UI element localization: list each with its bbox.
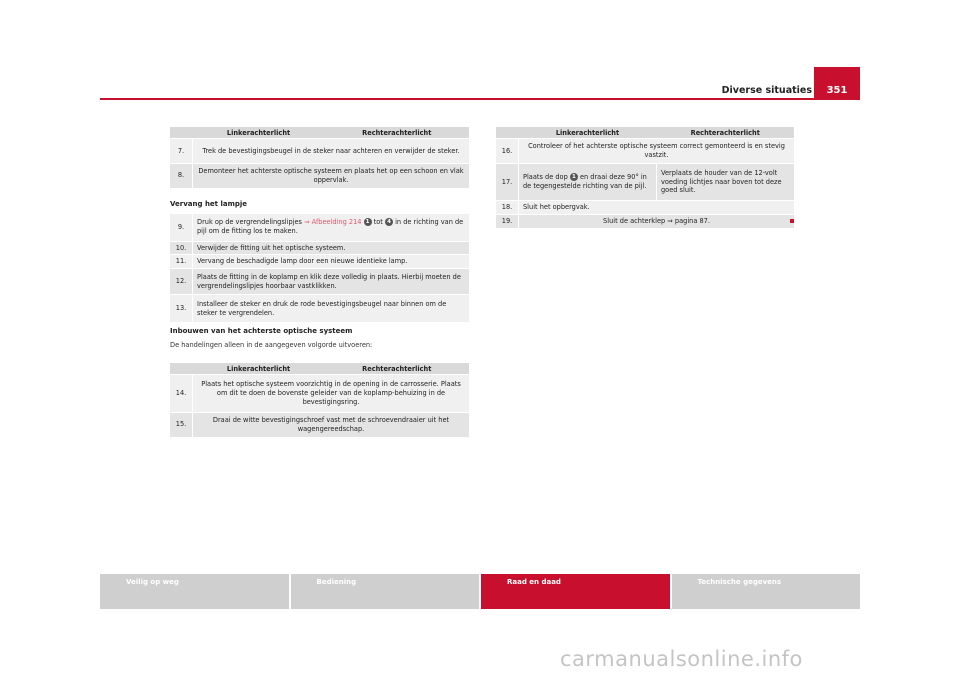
header-spacer xyxy=(496,127,519,139)
step-text-part: in de richting van de pijl om de fitting los te maken. xyxy=(197,218,464,236)
table-row xyxy=(170,375,469,413)
table-row xyxy=(496,139,794,164)
table-row xyxy=(496,164,794,201)
watermark: carmanualsonline.info xyxy=(560,647,803,671)
header-spacer xyxy=(170,127,193,139)
section-end-marker xyxy=(790,219,794,223)
footer-tab-raad[interactable]: Raad en daad xyxy=(479,574,670,609)
step-text: Controleer of het achterste optische systeem correct gemonteerd is en stevig vastzit. xyxy=(519,139,795,164)
table-install-steps xyxy=(170,363,469,437)
step-text-part: Druk op de vergrendelingslipjes xyxy=(197,218,305,227)
col-header-right: Rechterachterlicht xyxy=(657,127,795,139)
table-row xyxy=(496,215,794,228)
table-row xyxy=(170,164,469,188)
step-number: 11. xyxy=(170,255,193,269)
callout-1-icon: 1 xyxy=(364,218,372,226)
step-number: 17. xyxy=(496,164,519,201)
step-number: 16. xyxy=(496,139,519,164)
step-text-left xyxy=(519,164,657,201)
section-heading-lamp: Vervang het lampje xyxy=(170,200,248,208)
step-number: 15. xyxy=(170,413,193,437)
table-row xyxy=(170,255,469,269)
table-row xyxy=(170,139,469,164)
step-number: 7. xyxy=(170,139,193,164)
header-spacer xyxy=(170,363,193,375)
table-row xyxy=(170,295,469,322)
step-text: Verwijder de fitting uit het optische systeem. xyxy=(193,241,470,255)
step-text: Trek de bevestigingsbeugel in de steker naar achteren en verwijder de steker. xyxy=(193,139,470,164)
step-text: Sluit de achterklep ⇒ pagina 87. xyxy=(519,215,795,228)
step-text: Vervang de beschadigde lamp door een nieuwe identieke lamp. xyxy=(193,255,470,269)
col-header-right: Rechterachterlicht xyxy=(325,127,469,139)
step-number: 8. xyxy=(170,164,193,188)
step-number: 18. xyxy=(496,201,519,215)
step-text: Plaats het optische systeem voorzichtig in de opening in de carrosserie. Plaats om dit te doen de bovenste geleider van de koplamp-behuizing in de bevestigingsring. xyxy=(193,375,470,413)
table-row xyxy=(496,201,794,215)
footer-tab-bediening[interactable]: Bediening xyxy=(289,574,480,609)
step-number: 9. xyxy=(170,214,193,241)
step-number: 19. xyxy=(496,215,519,228)
callout-1-icon: 1 xyxy=(570,173,578,181)
step-text-part: tot xyxy=(371,218,385,227)
header-rule xyxy=(100,98,860,100)
step-text: Sluit het opbergvak. xyxy=(519,201,795,215)
footer-tab-technische[interactable]: Technische gegevens xyxy=(670,574,861,609)
footer-tab-veilig[interactable]: Veilig op weg xyxy=(100,574,289,609)
table-row xyxy=(170,214,469,241)
table-lamp-steps xyxy=(170,214,469,322)
col-header-right: Rechterachterlicht xyxy=(325,363,469,375)
table-row xyxy=(170,413,469,437)
step-number: 14. xyxy=(170,375,193,413)
step-text xyxy=(193,214,470,241)
step-text-right: Verplaats de houder van de 12-volt voeding lichtjes naar boven tot deze goed sluit. xyxy=(657,164,795,201)
figure-link[interactable]: ⇒ Afbeelding 214 xyxy=(304,218,362,227)
section-heading-install: Inbouwen van het achterste optische systeem xyxy=(170,327,353,335)
step-text: Draai de witte bevestigingschroef vast met de schroevendraaier uit het wagengereedschap. xyxy=(193,413,470,437)
col-header-left: Linkerachterlicht xyxy=(519,127,657,139)
step-text-part: Plaats de dop xyxy=(523,173,570,182)
callout-4-icon: 4 xyxy=(385,218,393,226)
step-number: 10. xyxy=(170,241,193,255)
table-row xyxy=(170,241,469,255)
step-text: Plaats de fitting in de koplamp en klik deze volledig in plaats. Hierbij moeten de vergrendelingslipjes hoorbaar vastklikken. xyxy=(193,269,470,295)
step-text-part: en draai deze 90° in de tegengestelde richting van de pijl. xyxy=(523,173,647,190)
step-text: Demonteer het achterste optische systeem en plaats het op een schoon en vlak oppervlak. xyxy=(193,164,470,188)
install-intro: De handelingen alleen in de aangegeven volgorde uitvoeren: xyxy=(170,341,373,349)
col-header-left: Linkerachterlicht xyxy=(193,127,325,139)
table-row xyxy=(170,269,469,295)
step-number: 12. xyxy=(170,269,193,295)
step-number: 13. xyxy=(170,295,193,322)
table-final-steps xyxy=(496,127,794,228)
col-header-left: Linkerachterlicht xyxy=(193,363,325,375)
table-remove-steps xyxy=(170,127,469,188)
step-text: Installeer de steker en druk de rode bevestigingsbeugel naar binnen om de steker te vergrendelen. xyxy=(193,295,470,322)
page-number: 351 xyxy=(814,67,860,100)
footer-nav xyxy=(100,574,860,609)
page-header-title: Diverse situaties xyxy=(721,85,812,96)
